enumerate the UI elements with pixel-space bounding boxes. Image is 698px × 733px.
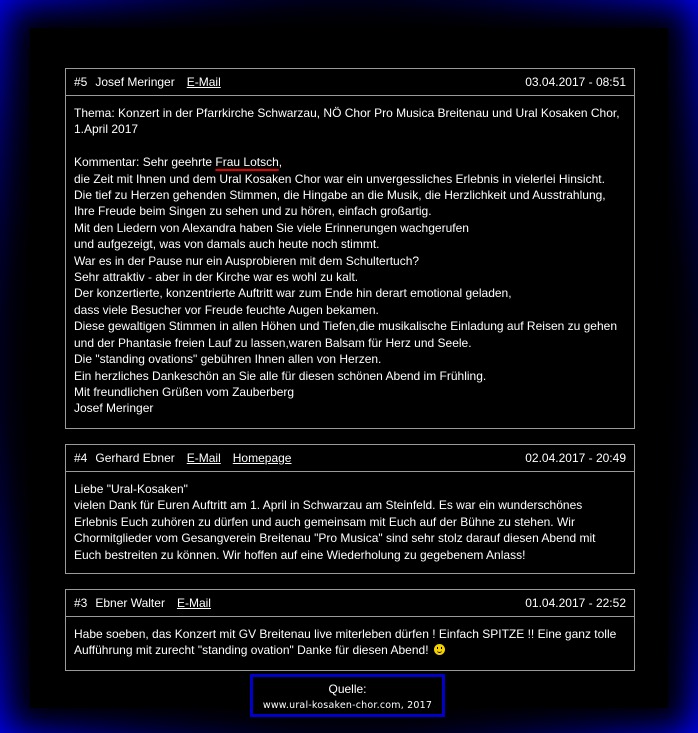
comment-text: , die Zeit mit Ihnen und dem Ural Kosaken Chor war ein unvergessliches Erlebnis in vielerlei Hinsicht. Die tief zu Herzen gehenden Stimmen, die Hingabe an die Musik, die Herzlichkeit und Ausstrahlung, Ihre Freude beim Singen zu sehen und zu hören, einfach großartig. Mit den Liedern von Alexandra haben Sie viele Erinnerungen wachgerufen und aufgezeigt, was von damals auch heute noch stimmt. War es in der Pause nur ein Ausprobieren mit dem Schultertuch? Sehr attraktiv - aber in der Kirche war es wohl zu kalt. Der konzertierte, konzentrierte Auftritt war zum Ende hin derart emotional geladen, dass viele Besucher vor Freude feuchte Augen bekamen. Diese gewaltigen Stimmen in allen Höhen und Tiefen,die musikalische Einladung auf Reisen zu gehen und der Phantasie freien Lauf zu lassen,waren Balsam für Herz und Seele. Die "standing ovations" gebühren Ihnen allen von Herzen. Ein herzliches Dankeschön an Sie alle für diesen schönen Abend im Frühling. Mit freundlichen Grüßen vom Zauberberg Josef Meringer bbox=[74, 155, 617, 416]
entry-body bbox=[66, 96, 634, 426]
source-box bbox=[250, 674, 445, 717]
source-url: www.ural-kosaken-chor.com, 2017 bbox=[262, 700, 433, 711]
entry-number: #4 bbox=[74, 451, 88, 465]
guestbook-entry-3 bbox=[65, 589, 635, 671]
entry-number: #3 bbox=[74, 596, 88, 610]
email-link[interactable]: E-Mail bbox=[186, 75, 221, 89]
entry-topic: Thema: Konzert in der Pfarrkirche Schwarzau, NÖ Chor Pro Musica Breitenau und Ural Kosaken Chor, 1.April 2017 bbox=[74, 106, 623, 137]
entry-header bbox=[66, 69, 634, 96]
entry-body bbox=[66, 617, 634, 668]
email-link[interactable]: E-Mail bbox=[176, 596, 211, 610]
entry-author: Gerhard Ebner bbox=[95, 451, 175, 465]
entry-number: #5 bbox=[74, 75, 88, 89]
guestbook-entry-4 bbox=[65, 444, 635, 574]
smiley-icon bbox=[434, 644, 445, 655]
entry-author: Josef Meringer bbox=[95, 75, 175, 89]
entry-date: 02.04.2017 - 20:49 bbox=[525, 451, 626, 465]
entry-date: 03.04.2017 - 08:51 bbox=[525, 75, 626, 89]
highlighted-name: Frau Lotsch bbox=[215, 155, 279, 170]
entry-text: Habe soeben, das Konzert mit GV Breitenau live miterleben dürfen ! Einfach SPITZE !! Eine ganz tolle Aufführung mit zurecht "standing ovation" Danke für diesen Abend! bbox=[74, 627, 619, 658]
homepage-link[interactable]: Homepage bbox=[232, 451, 292, 465]
comment-prefix: Kommentar: Sehr geehrte bbox=[74, 155, 216, 170]
entry-header bbox=[66, 590, 634, 617]
source-label: Quelle: bbox=[328, 682, 367, 696]
entry-body: Liebe "Ural-Kosaken" vielen Dank für Euren Auftritt am 1. April in Schwarzau am Steinfeld. Es war ein wunderschönes Erlebnis Euch zuhören zu dürfen und auch gemeinsam mit Euch auf der Bühne zu stehen. Wir Chormitglieder vom Gesangverein Breitenau "Pro Musica" sind sehr stolz darauf diesen Abend mit Euch bestreiten zu können. Wir hoffen auf eine Wiederholung zu gegebenem Anlass! bbox=[74, 482, 596, 562]
email-link[interactable]: E-Mail bbox=[186, 451, 221, 465]
entry-date: 01.04.2017 - 22:52 bbox=[525, 596, 626, 610]
guestbook-entry-5 bbox=[65, 68, 635, 429]
entry-author: Ebner Walter bbox=[95, 596, 165, 610]
entry-header bbox=[66, 445, 634, 472]
